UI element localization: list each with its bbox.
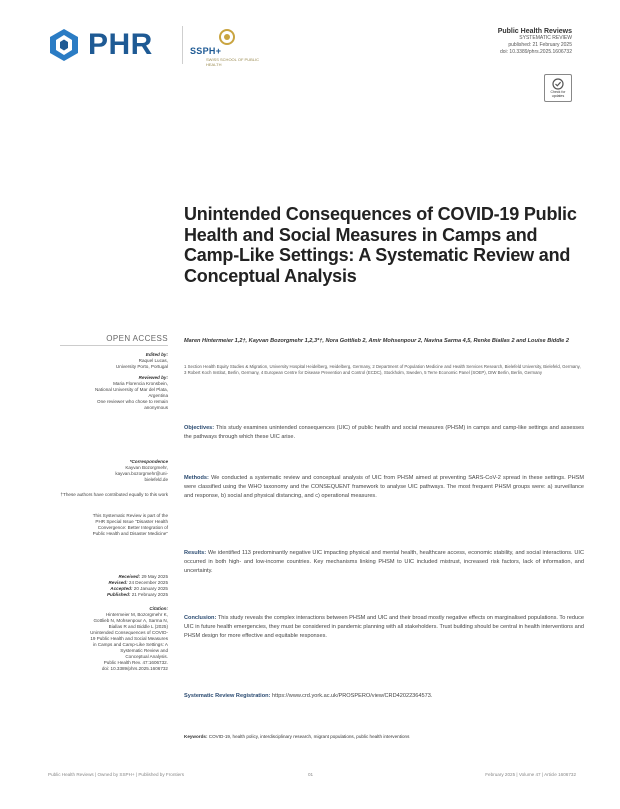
reviewed-by-label: Reviewed by: (138, 375, 168, 380)
published-value: 21 February 2025 (131, 592, 168, 597)
published-date: published: 21 February 2025 (508, 42, 572, 48)
results-text: We identified 113 predominantly negative UIC impacting physical and mental health, healthcare access, economic stability, and social interactions. UIC occurred in both high- and low-income countries. Key mechanisms linking PHSM to UIC included mistrust, increased risk factors, lack of information, and uncertainty. (184, 550, 584, 575)
revised-label: Revised: (108, 580, 128, 585)
open-access-label: OPEN ACCESS (106, 334, 168, 343)
article-title: Unintended Consequences of COVID-19 Public Health and Social Measures in Camps and Camp-Like Settings: A Systematic Review and Conceptual Analysis (184, 204, 577, 286)
registration-heading: Systematic Review Registration: (184, 693, 271, 699)
special-issue-note: This Systematic Review is part of the PHR Special Issue "Disaster Health Convergence: Better Integration of Public Health and Disaster Medicine" (92, 513, 168, 536)
author-list: Maren Hintermeier 1,2†, Kayvan Bozorgmehr 1,2,3*†, Nora Gottlieb 2, Amir Mohsenpour 2, Navina Sarma 4,5, Renke Biallas 2 and Louise Biddle 2 (184, 338, 569, 344)
badge-label: Check for updates (550, 90, 566, 98)
abstract-objectives (184, 424, 584, 442)
edited-by-label: Edited by: (145, 352, 168, 357)
correspondence-label: *Correspondence (129, 459, 168, 464)
received-label: Received: (118, 574, 141, 579)
published-label: Published: (106, 592, 131, 597)
footer-journal: Public Health Reviews | Owned by SSPH+ | Published by Frontiers (48, 772, 185, 777)
doi[interactable]: doi: 10.3389/phrs.2025.1606732 (499, 49, 572, 55)
article-type: SYSTEMATIC REVIEW (519, 35, 572, 41)
correspondence (48, 459, 168, 483)
accepted-value: 20 January 2025 (133, 586, 168, 591)
logo-text: PHR (88, 28, 153, 61)
edited-by (48, 352, 168, 370)
citation-label: Citation: (149, 606, 168, 611)
abstract-methods (184, 474, 584, 502)
citation-value: Hintermeier M, Bozorgmehr K, Gottlieb N, Mohsenpour A, Sarma N, Biallas R and Biddle L (2025) Unintended Consequences of COVID- 19 Public Health and Social Measures in Camps and Camp-Like Settings: A Systematic Review and Conceptual Analysis. Public Health Rev. 47:1606732. doi: 10.3389/phrs.2025.1606732 (90, 612, 168, 671)
dates (48, 574, 168, 598)
conclusion-text: This study reveals the complex interactions between PHSM and UIC and their broad mostly negative effects on marginalised populations. To reduce UIC in future health emergencies, they must be considered in pandemic planning with all stakeholders. Trust building should be central in health interventions and PHSM design for more effective and equitable responses. (184, 615, 585, 640)
objectives-heading: Objectives: (184, 425, 215, 431)
abstract-registration (184, 692, 584, 701)
revised-value: 24 December 2025 (128, 580, 168, 585)
partner-logo-subtext: SWISS SCHOOL OF PUBLIC HEALTH (206, 57, 259, 67)
methods-text: We conducted a systematic review and conceptual analysis of UIC from PHSM aimed at preventing SARS-CoV-2 spread in these settings. PHSM were classified using the WHO taxonomy and the CONSEQUENT framework to analyse UIC pathways. The most frequent PHSM groups were: a) surveillance and response, b) social and physical distancing, and c) operational measures. (184, 475, 584, 500)
page-footer (48, 772, 576, 782)
reviewed-by (48, 375, 168, 411)
accepted-label: Accepted: (110, 586, 133, 591)
check-for-updates-badge[interactable] (544, 74, 572, 102)
keywords-value: COVID-19, health policy, interdisciplinary research, migrant populations, public health interventions (208, 734, 410, 739)
footer-issue: February 2025 | Volume 47 | Article 1606732 (485, 772, 576, 777)
abstract-results (184, 549, 584, 577)
journal-logo (46, 24, 178, 66)
citation (48, 606, 168, 672)
update-check-icon (552, 78, 564, 90)
conclusion-heading: Conclusion: (184, 615, 217, 621)
logo-divider (182, 26, 183, 64)
sun-emblem-icon (212, 26, 242, 48)
equal-contribution-note: †These authors have contributed equally to this work (60, 492, 168, 497)
journal-title: Public Health Reviews (497, 28, 572, 35)
edited-by-value: Raquel Lucas, University Porto, Portugal (115, 358, 168, 369)
journal-meta (422, 28, 572, 56)
footer-page-number: 01 (308, 772, 314, 777)
registration-link[interactable]: https://www.crd.york.ac.uk/PROSPERO/view/CRD42022364573. (271, 693, 433, 699)
affiliations: 1 Section Health Equity Studies & Migration, University Hospital Heidelberg, Heidelberg, Germany, 2 Department of Population Medicine and Health Services Research, Bielefeld University, Bielefeld, Germany, 3 Robert Koch Institut, Berlin, Germany, 4 European Centre for Disease Prevention and Control (ECDC), Stockholm, Sweden, 5 Terre Economic Panel (SOEP), DIW Berlin, Berlin, Germany (184, 364, 581, 376)
abstract-conclusion (184, 614, 584, 642)
methods-heading: Methods: (184, 475, 209, 481)
keywords-label: Keywords: (184, 734, 208, 739)
partner-logo (190, 26, 270, 70)
correspondence-value[interactable]: Kayvan Bozorgmehr, kayvan.bozorgmehr@uni- bielefeld.de (115, 465, 168, 482)
results-heading: Results: (184, 550, 207, 556)
objectives-text: This study examines unintended consequences (UIC) of public health and social measures (PHSM) in camps and camp-like settings and assesses the pathways through which these UIC arise. (184, 425, 584, 441)
reviewed-by-value: Maria Florencia Kronsbein, National University of Mar del Plata, Argentina One reviewer who chose to remain anonymous (94, 381, 168, 410)
received-value: 29 May 2025 (141, 574, 168, 579)
keywords (184, 734, 584, 739)
phr-logo-icon (46, 27, 82, 63)
partner-logo-text: SSPH+ (190, 46, 222, 56)
open-access-rule (60, 345, 168, 346)
